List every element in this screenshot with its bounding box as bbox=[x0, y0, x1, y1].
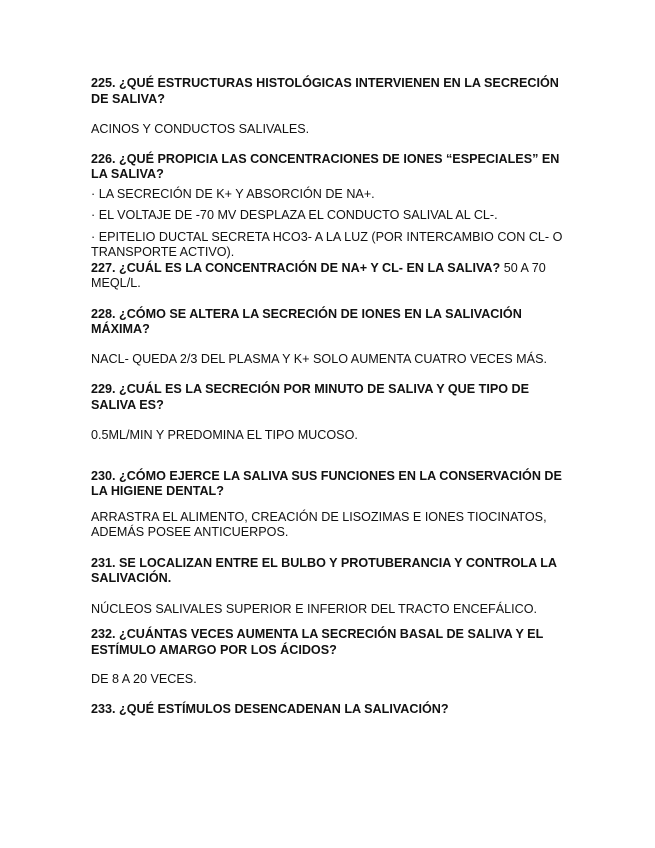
bullet-226-3: · EPITELIO DUCTAL SECRETA HCO3- A LA LUZ (POR INTERCAMBIO CON CL- O TRANSPORTE ACTIVO). bbox=[91, 229, 563, 259]
bullet-226-1: · LA SECRECIÓN DE K+ Y ABSORCIÓN DE NA+. bbox=[91, 186, 375, 201]
question-227 bbox=[91, 261, 569, 292]
question-230: 230. ¿CÓMO EJERCE LA SALIVA SUS FUNCIONES EN LA CONSERVACIÓN DE LA HIGIENE DENTAL? bbox=[91, 468, 562, 498]
answer-227: 50 A 70 MEQL/L. bbox=[91, 260, 546, 290]
question-228: 228. ¿CÓMO SE ALTERA LA SECRECIÓN DE IONES EN LA SALIVACIÓN MÁXIMA? bbox=[91, 306, 522, 336]
question-233: 233. ¿QUÉ ESTÍMULOS DESENCADENAN LA SALIVACIÓN? bbox=[91, 701, 449, 716]
answer-229: 0.5ML/MIN Y PREDOMINA EL TIPO MUCOSO. bbox=[91, 428, 358, 442]
answer-225: ACINOS Y CONDUCTOS SALIVALES. bbox=[91, 122, 310, 136]
answer-232: DE 8 A 20 VECES. bbox=[91, 672, 197, 686]
bullet-226-2: · EL VOLTAJE DE -70 MV DESPLAZA EL CONDUCTO SALIVAL AL CL-. bbox=[91, 208, 498, 222]
question-226: 226. ¿QUÉ PROPICIA LAS CONCENTRACIONES DE IONES “ESPECIALES” EN LA SALIVA? bbox=[91, 151, 560, 181]
answer-231: NÚCLEOS SALIVALES SUPERIOR E INFERIOR DEL TRACTO ENCEFÁLICO. bbox=[91, 601, 538, 616]
question-232: 232. ¿CUÁNTAS VECES AUMENTA LA SECRECIÓN BASAL DE SALIVA Y EL ESTÍMULO AMARGO POR LOS ÁCIDOS? bbox=[91, 627, 544, 657]
question-229: 229. ¿CUÁL ES LA SECRECIÓN POR MINUTO DE SALIVA Y QUE TIPO DE SALIVA ES? bbox=[91, 382, 530, 412]
document-page bbox=[91, 76, 569, 717]
question-225: 225. ¿QUÉ ESTRUCTURAS HISTOLÓGICAS INTERVIENEN EN LA SECRECIÓN DE SALIVA? bbox=[91, 76, 559, 106]
answer-228: NACL- QUEDA 2/3 DEL PLASMA Y K+ SOLO AUMENTA CUATRO VECES MÁS. bbox=[91, 351, 547, 366]
question-231: 231. SE LOCALIZAN ENTRE EL BULBO Y PROTUBERANCIA Y CONTROLA LA SALIVACIÓN. bbox=[91, 555, 557, 585]
question-227-text: 227. ¿CUÁL ES LA CONCENTRACIÓN DE NA+ Y CL- EN LA SALIVA? bbox=[91, 260, 501, 275]
answer-230: ARRASTRA EL ALIMENTO, CREACIÓN DE LISOZIMAS E IONES TIOCINATOS, ADEMÁS POSEE ANTICUERPOS. bbox=[91, 509, 547, 539]
